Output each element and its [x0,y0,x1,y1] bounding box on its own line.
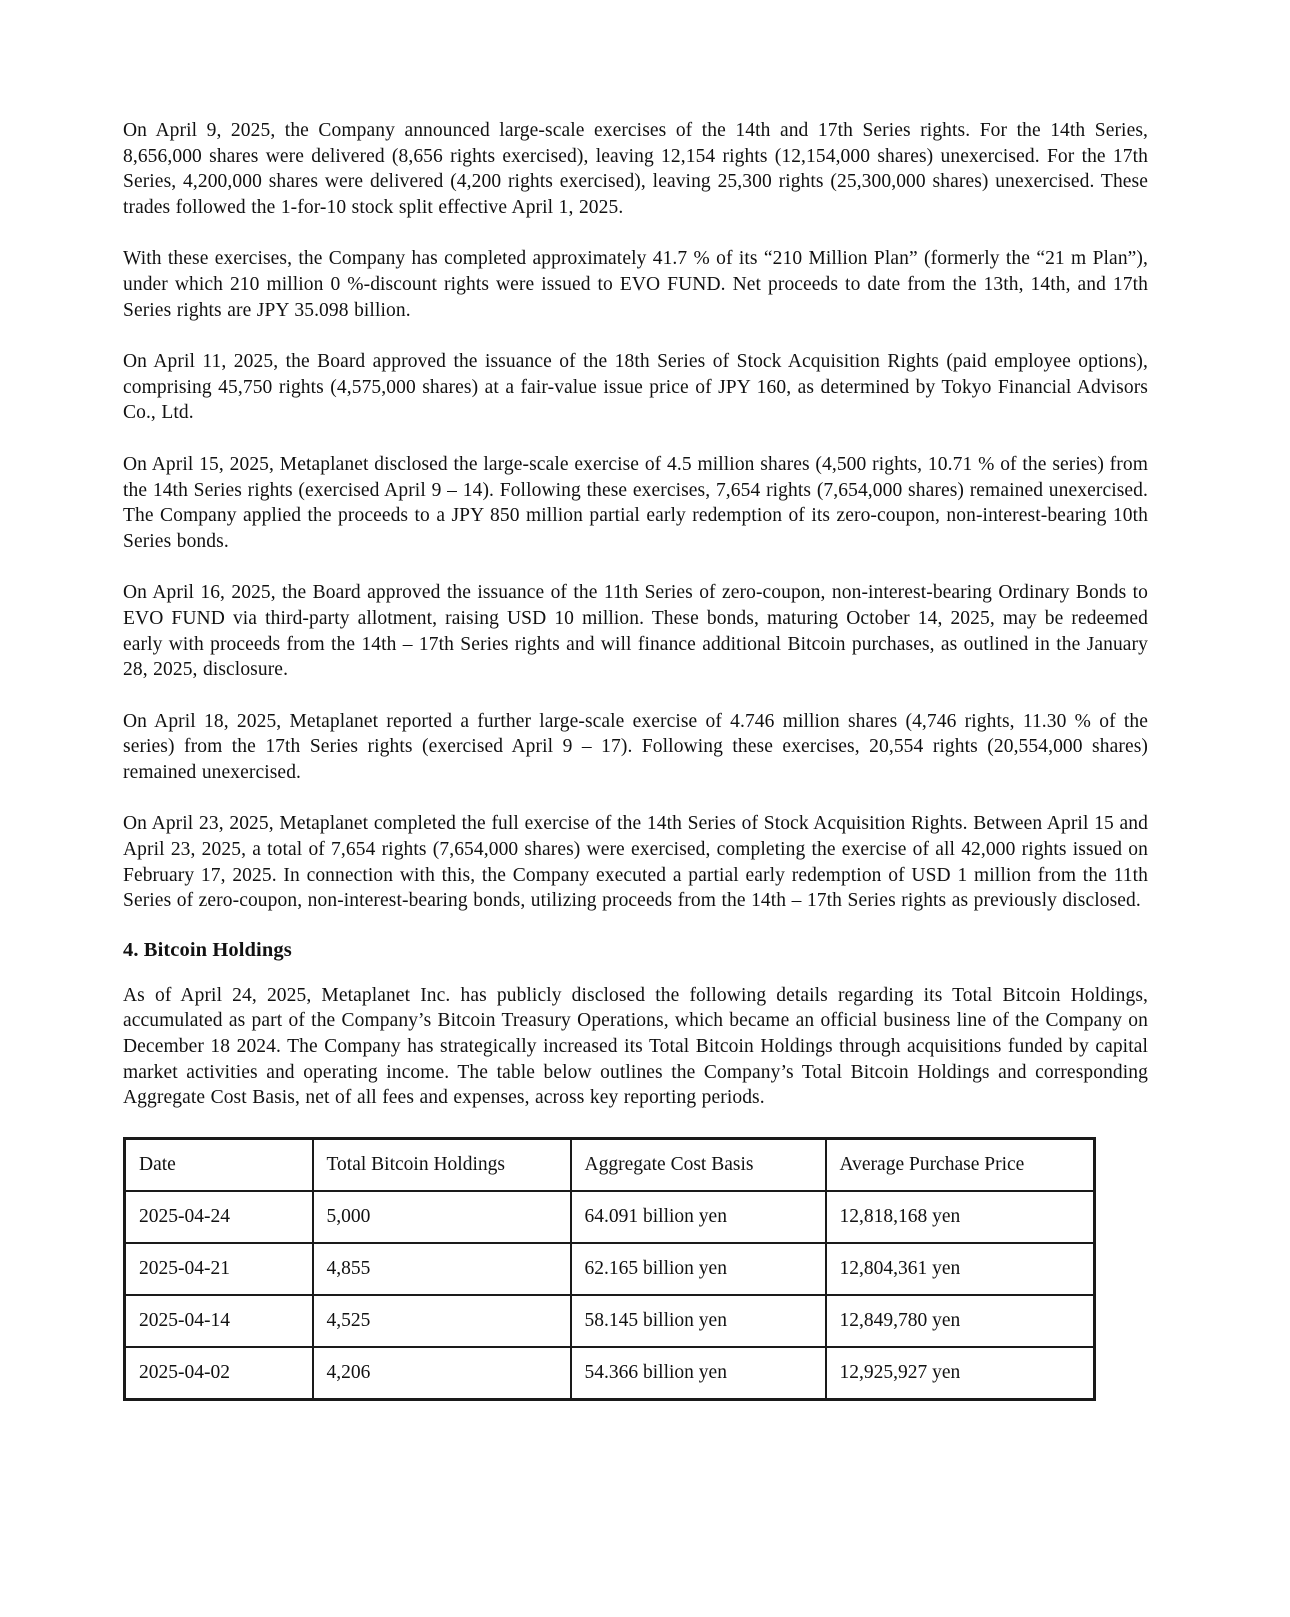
table-row [125,1243,1095,1295]
column-header-average-purchase-price: Average Purchase Price [826,1138,1095,1191]
cell-date: 2025-04-02 [125,1347,313,1400]
cell-date: 2025-04-21 [125,1243,313,1295]
cell-avg-price: 12,925,927 yen [826,1347,1095,1400]
bitcoin-holdings-table [123,1137,1096,1401]
column-header-date: Date [125,1138,313,1191]
table-row [125,1295,1095,1347]
paragraph-april-18-exercise: On April 18, 2025, Metaplanet reported a further large-scale exercise of 4.746 million shares (4,746 rights, 11.30 % of the series) from the 17th Series rights (exercised April 9 – 17). Following these exercises, 20,554 rights (20,554,000 shares) remained unexercised. [123,710,1148,783]
paragraph-11th-series-bonds: On April 16, 2025, the Board approved the issuance of the 11th Series of zero-coupon, non-interest-bearing Ordinary Bonds to EVO FUND via third-party allotment, raising USD 10 million. These bonds, maturing October 14, 2025, may be redeemed early with proceeds from the 14th – 17th Series rights and will finance additional Bitcoin purchases, as outlined in the January 28, 2025, disclosure. [123,582,1148,681]
cell-date: 2025-04-24 [125,1191,313,1243]
section-heading-bitcoin-holdings: 4. Bitcoin Holdings [123,938,292,961]
cell-cost-basis: 54.366 billion yen [571,1347,826,1400]
paragraph-exercises-april-9: On April 9, 2025, the Company announced large-scale exercises of the 14th and 17th Series rights. For the 14th Series, 8,656,000 shares were delivered (8,656 rights exercised), leaving 12,154 rights (12,154,000 shares) unexercised. For the 17th Series, 4,200,000 shares were delivered (4,200 rights exercised), leaving 25,300 rights (25,300,000 shares) unexercised. These trades followed the 1-for-10 stock split effective April 1, 2025. [123,120,1148,218]
cell-holdings: 4,855 [313,1243,571,1295]
table-row [125,1347,1095,1400]
cell-cost-basis: 58.145 billion yen [571,1295,826,1347]
cell-avg-price: 12,818,168 yen [826,1191,1095,1243]
cell-date: 2025-04-14 [125,1295,313,1347]
table-header-row [125,1138,1095,1191]
cell-cost-basis: 64.091 billion yen [571,1191,826,1243]
cell-holdings: 5,000 [313,1191,571,1243]
cell-holdings: 4,206 [313,1347,571,1400]
paragraph-holdings-intro: As of April 24, 2025, Metaplanet Inc. has publicly disclosed the following details regarding its Total Bitcoin Holdings, accumulated as part of the Company’s Bitcoin Treasury Operations, which became an official business line of the Company on December 18 2024. The Company has strategically increased its Total Bitcoin Holdings through acquisitions funded by capital market activities and operating income. The table below outlines the Company’s Total Bitcoin Holdings and corresponding Aggregate Cost Basis, net of all fees and expenses, across key reporting periods. [123,984,1148,1109]
cell-avg-price: 12,804,361 yen [826,1243,1095,1295]
table-row [125,1191,1095,1243]
column-header-total-bitcoin-holdings: Total Bitcoin Holdings [313,1138,571,1191]
paragraph-210-million-plan: With these exercises, the Company has completed approximately 41.7 % of its “210 Million Plan” (formerly the “21 m Plan”), under which 210 million 0 %-discount rights were issued to EVO FUND. Net proceeds to date from the 13th, 14th, and 17th Series rights are JPY 35.098 billion. [123,248,1148,321]
paragraph-18th-series-approval: On April 11, 2025, the Board approved the issuance of the 18th Series of Stock Acquisition Rights (paid employee options), comprising 45,750 rights (4,575,000 shares) at a fair-value issue price of JPY 160, as determined by Tokyo Financial Advisors Co., Ltd. [123,351,1148,424]
paragraph-april-23-full-exercise: On April 23, 2025, Metaplanet completed the full exercise of the 14th Series of Stock Acquisition Rights. Between April 15 and April 23, 2025, a total of 7,654 rights (7,654,000 shares) were exercised, completing the exercise of all 42,000 rights issued on February 17, 2025. In connection with this, the Company executed a partial early redemption of USD 1 million from the 11th Series of zero-coupon, non-interest-bearing bonds, utilizing proceeds from the 14th – 17th Series rights as previously disclosed. [123,813,1148,912]
cell-avg-price: 12,849,780 yen [826,1295,1095,1347]
cell-cost-basis: 62.165 billion yen [571,1243,826,1295]
column-header-aggregate-cost-basis: Aggregate Cost Basis [571,1138,826,1191]
cell-holdings: 4,525 [313,1295,571,1347]
paragraph-april-15-exercise: On April 15, 2025, Metaplanet disclosed the large-scale exercise of 4.5 million shares (4,500 rights, 10.71 % of the series) from the 14th Series rights (exercised April 9 – 14). Following these exercises, 7,654 rights (7,654,000 shares) remained unexercised. The Company applied the proceeds to a JPY 850 million partial early redemption of its zero-coupon, non-interest-bearing 10th Series bonds. [123,453,1148,552]
